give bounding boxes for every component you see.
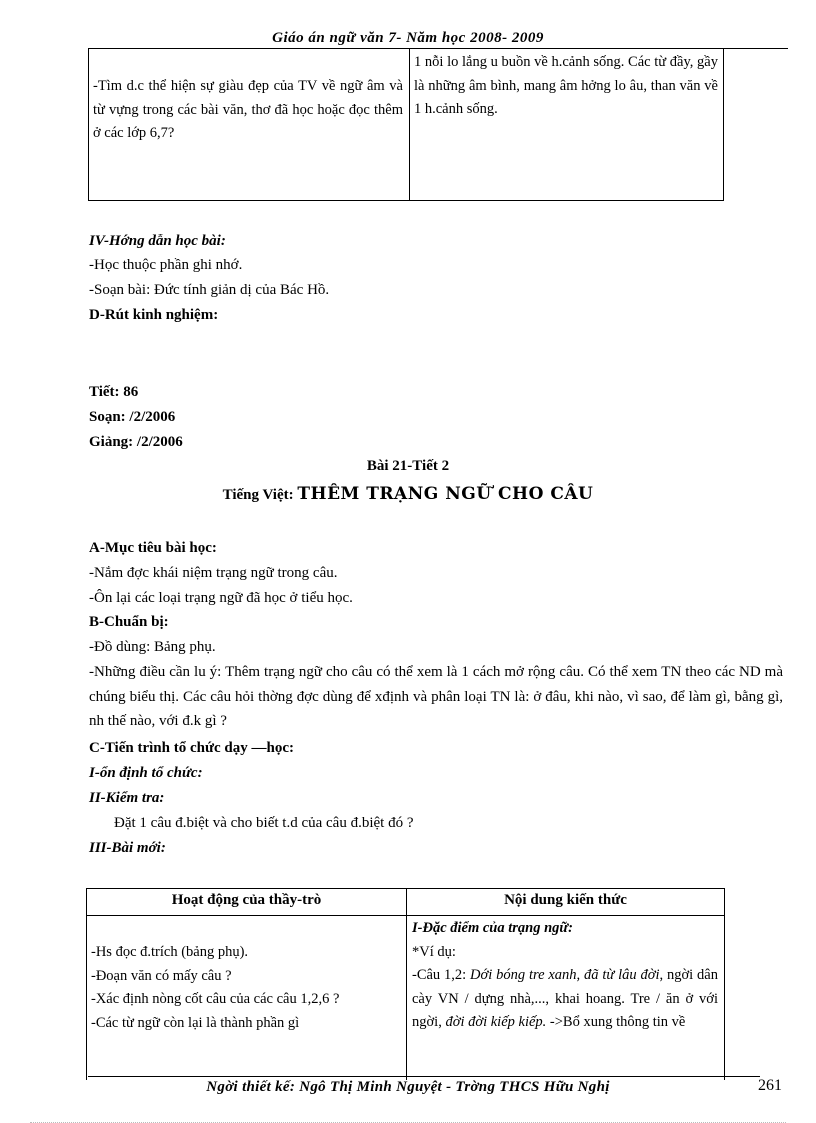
col1-line-1: -Hs đọc đ.trích (bảng phụ). — [91, 944, 249, 960]
lesson-soan: Soạn: /2/2006 — [89, 409, 176, 425]
section-c-sub-1: I-ổn định tổ chức: — [89, 765, 203, 781]
col2-vidu: *Ví dụ: — [412, 943, 456, 960]
section-c-kiemtra: Đặt 1 câu đ.biệt và cho biết t.d của câu đ.biệt đó ? — [114, 815, 414, 831]
main-table — [86, 888, 725, 1080]
lesson-bai-title: Bài 21-Tiết 2 — [366, 458, 450, 474]
section-iv-line-2: -Soạn bài: Đức tính giản dị của Bác Hồ. — [89, 282, 330, 298]
section-c-sub-2: II-Kiểm tra: — [89, 790, 165, 806]
col1-line-3: -Xác định nòng cốt câu của các câu 1,2,6 ? — [91, 991, 340, 1007]
page-number: 261 — [758, 1077, 782, 1094]
subject-label: Tiếng Việt: — [222, 487, 298, 503]
top-table-right-cell: 1 nỗi lo lắng u buồn về h.cảnh sống. Các từ đầy, gầy là những âm bình, mang âm hởng lo âu, than văn về 1 h.cảnh sống. — [414, 54, 718, 117]
section-b-line-1: -Đồ dùng: Bảng phụ. — [89, 639, 216, 655]
col1-line-2: -Đoạn văn có mấy câu ? — [91, 967, 232, 984]
top-table-column-divider — [409, 49, 410, 200]
col2-example-part-2: Dới bóng tre xanh, đã từ lâu đời — [470, 967, 660, 983]
section-a-heading: A-Mục tiêu bài học: — [89, 540, 217, 556]
main-table-column-divider — [406, 889, 407, 1080]
section-c-sub-3: III-Bài mới: — [89, 840, 166, 856]
col2-example-part-4: đời đời kiếp kiếp. — [445, 1014, 547, 1030]
section-c-heading: C-Tiến trình tổ chức dạy —học: — [89, 740, 294, 756]
col2-example-part-3: , ngời dân cày VN / dựng nhà,..., khai hoang. Tre / ăn ở với ngời, — [412, 967, 718, 1030]
main-table-col2-cell — [412, 917, 718, 1035]
col2-example — [412, 964, 718, 1035]
page-header-title: Giáo án ngữ văn 7- Năm học 2008- 2009 — [272, 30, 544, 46]
section-b-paragraph: -Những điều cần lu ý: Thêm trạng ngữ cho câu có thể xem là 1 cách mở rộng câu. Có thể xem TN theo các ND mà chúng biểu thị. Các câu hỏi thờng đợc dùng để xđịnh và phân loại TN là: ở đâu, khi nào, vì sao, để làm gì, bằng gì, nh thế nào, với đ.k gì ? — [89, 664, 783, 729]
col2-heading: I-Đặc điểm của trạng ngữ: — [412, 920, 573, 936]
section-b-heading: B-Chuẩn bị: — [89, 614, 169, 630]
subject-title: THÊM TRẠNG NGỮ CHO CÂU — [297, 484, 594, 504]
footer-author: Ngời thiết kế: Ngô Thị Minh Nguyệt - Trờng THCS Hữu Nghị — [206, 1079, 610, 1095]
lesson-subject-line — [0, 484, 816, 504]
lesson-giang: Giảng: /2/2006 — [89, 434, 183, 450]
section-a-line-1: -Nắm đợc khái niệm trạng ngữ trong câu. — [89, 565, 338, 581]
footer-divider — [88, 1076, 760, 1077]
main-table-col2-header: Nội dung kiến thức — [504, 892, 627, 908]
top-table — [88, 49, 724, 201]
col1-line-4: -Các từ ngữ còn lại là thành phần gì — [91, 1014, 300, 1031]
col2-example-part-1: -Câu 1,2: — [412, 967, 471, 983]
section-iv-heading: IV-Hớng dẫn học bài: — [89, 233, 226, 249]
section-a-line-2: -Ôn lại các loại trạng ngữ đã học ở tiểu học. — [89, 590, 353, 606]
section-iv-line-1: -Học thuộc phần ghi nhớ. — [89, 257, 243, 273]
main-table-col1-header: Hoạt động của thầy-trò — [171, 892, 322, 908]
lesson-tiet: Tiết: 86 — [89, 384, 139, 400]
top-table-left-cell: -Tìm d.c thể hiện sự giàu đẹp của TV về ngữ âm và từ vựng trong các bài văn, thơ đã học hoặc đọc thêm ở các lớp 6,7? — [93, 78, 403, 141]
col2-example-part-5: ->Bổ xung thông tin về — [546, 1014, 686, 1030]
main-table-col1-cell — [91, 941, 401, 1035]
main-table-header-rule — [87, 915, 724, 916]
section-d-heading: D-Rút kinh nghiệm: — [89, 307, 219, 323]
